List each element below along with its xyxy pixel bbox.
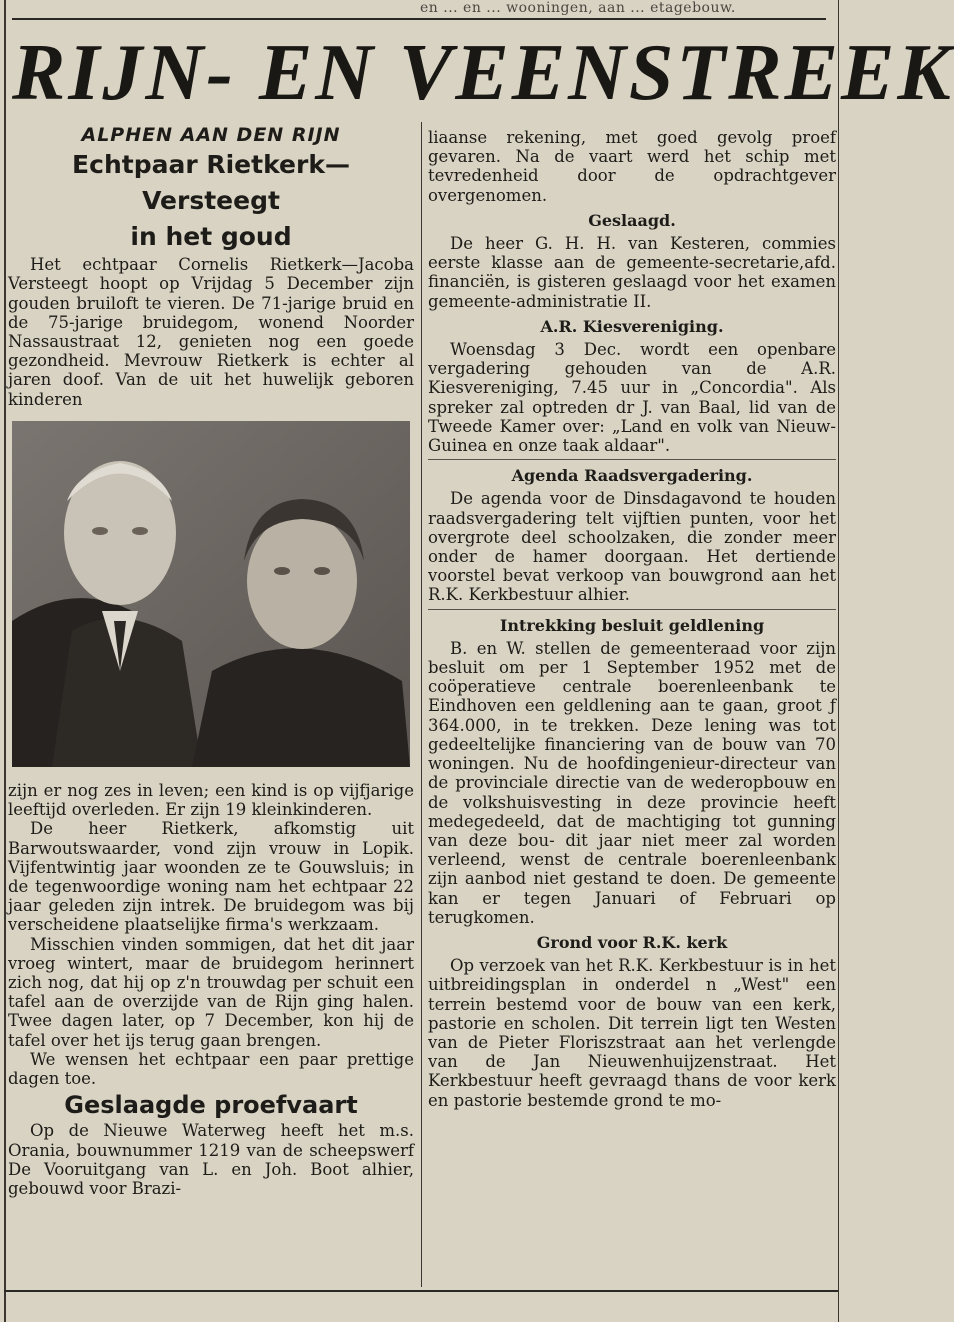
headline-anniversary-line1: Echtpaar Rietkerk—Versteegt [72,150,350,216]
dateline-kicker: ALPHEN AAN DEN RIJN [81,124,341,146]
section-masthead: RIJN- EN VEENSTREEK [12,29,954,117]
left-margin-rule [4,0,6,1322]
article-paragraph: Woensdag 3 Dec. wordt een openbare vergadering gehouden van de A.R. Kiesvereniging, 7.45 uur in „Concordia". Als spreker zal optreden dr J. van Baal, lid van de Tweede Kamer over: „Land en volk van Nieuw-Guinea en onze taak aldaar". [428,340,836,456]
top-strip-text: en ... en ... wooningen, aan ... etagebouw. [420,0,736,16]
article-paragraph: Op verzoek van het R.K. Kerkbestuur is in het uitbreidingsplan in onderdel n „West" een terrein bestemd voor de bouw van een kerk, pastorie en scholen. Dit terrein ligt ten Westen van de Pieter Floriszstraat aan het verlengde van de Jan Nieuwenhuijzenstraat. Het Kerkbestuur heeft gevraagd thans de voor kerk en pastorie bestemde grond te mo- [428,956,836,1110]
article-paragraph: De heer Rietkerk, afkomstig uit Barwoutswaarder, vond zijn vrouw in Lopik. Vijfentwintig jaar woonden ze te Gouwsluis; in de tegenwoordige woning nam het echtpaar 22 jaar geleden zijn intrek. De bruidegom was bij verscheidene plaatselijke firma's werkzaam. [8,819,414,935]
top-rule [12,18,826,20]
subheading-council-agenda: Agenda Raadsvergadering. [511,466,753,486]
couple-photo [12,421,410,767]
article-paragraph: Op de Nieuwe Waterweg heeft het m.s. Orania, bouwnummer 1219 van de scheepswerf De Vooruitgang van L. en Joh. Boot alhier, gebouwd voor Brazi- [8,1121,414,1199]
column-divider [421,122,422,1287]
article-paragraph: B. en W. stellen de gemeenteraad voor zijn besluit om per 1 September 1952 met de coöperatieve centrale boerenleenbank te Eindhoven een geldlening aan te gaan, groot ƒ 364.000, in te trekken. Deze lening was tot gedeeltelijke financiering van de bouw van 70 woningen. Nu de hoofdingenieur-directeur van de provinciale directie van de wederopbouw en de volkshuisvesting in deze provincie heeft medegedeeld, dat de machtiging tot gunning van deze bou- dit jaar niet meer zal worden verleend, wenst de centrale boerenleenbank zijn aanbod niet gestand te doen. De gemeente kan er tegen Januari of Februari op terugkomen. [428,638,836,927]
article-paragraph: Het echtpaar Cornelis Rietkerk—Jacoba Versteegt hoopt op Vrijdag 5 December zijn gouden bruiloft te vieren. De 71-jarige bruid en de 75-jarige bruidegom, wonend Noorder Nassaustraat 12, genieten nog een goede gezondheid. Mevrouw Rietkerk is echter al jaren doof. Van de uit het huwelijk geboren kinderen [8,255,414,409]
headline-anniversary-line2: in het goud [130,222,292,252]
bottom-rule [4,1290,838,1292]
article-paragraph: We wensen het echtpaar een paar prettige dagen toe. [8,1049,414,1089]
subheading-church-land: Grond voor R.K. kerk [536,932,728,952]
subheading-voters-association: A.R. Kiesvereniging. [540,316,724,336]
article-paragraph: De agenda voor de Dinsdagavond te houden raadsvergadering telt vijftien punten, voor het overgrote deel schoolzaken, die zonder meer onder de hamer doorgaan. Het dertiende voorstel bevat verkoop van bouwgrond aan het R.K. Kerkbestuur alhier. [428,489,836,605]
article-paragraph: liaanse rekening, met goed gevolg proef gevaren. Na de vaart werd het schip met tevredenheid door de opdrachtgever overgenomen. [428,128,836,205]
section-divider [428,609,836,610]
headline-trial-run: Geslaagde proefvaart [64,1091,358,1120]
subheading-passed: Geslaagd. [588,210,676,230]
left-column [8,122,414,1198]
right-margin-rule [838,0,839,1322]
article-paragraph: Misschien vinden sommigen, dat het dit jaar vroeg wintert, maar de bruidegom herinnert zich nog, dat hij op z'n trouwdag per schuit een tafel aan de overzijde van de Rijn ging halen. Twee dagen later, op 7 December, kon hij de tafel over het ijs terug gaan brengen. [8,934,414,1050]
section-divider [428,459,836,460]
subheading-loan-withdrawal: Intrekking besluit geldlening [499,615,765,635]
article-paragraph: zijn er nog zes in leven; een kind is op vijfjarige leeftijd overleden. Er zijn 19 kleinkinderen. [8,781,414,820]
article-paragraph: De heer G. H. H. van Kesteren, commies eerste klasse aan de gemeente-secretarie,afd. financiën, is gisteren geslaagd voor het examen gemeente-administratie II. [428,234,836,311]
right-column [428,128,836,1110]
